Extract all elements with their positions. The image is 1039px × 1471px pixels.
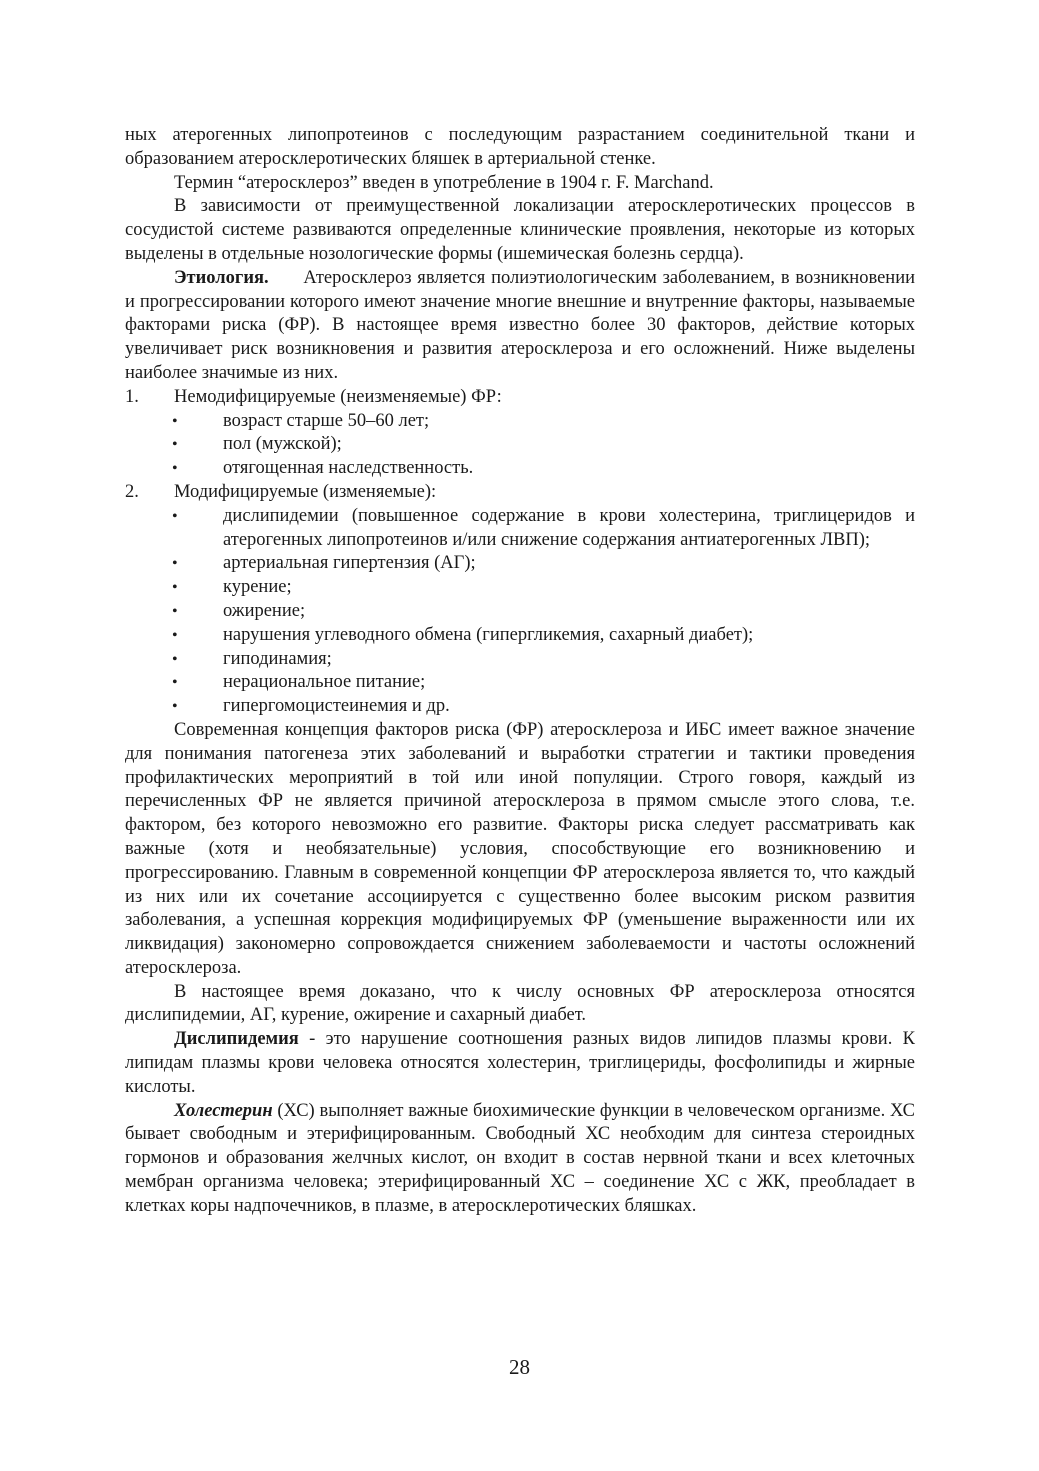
paragraph-risk-concept: Современная концепция факторов риска (ФР) атеросклероза и ИБС имеет важное значение для понимания патогенеза этих заболеваний и выработки стратегии и тактики проведения профилактических мероприятий в той или иной популяции. Строго говоря, каждый из перечисленных ФР не является причиной атеросклероза в прямом смысле этого слова, т.е. фактором, без которого невозможно его развитие. Факторы риска следует рассматривать как важные (хотя и необязательные) условия, способствующие его возникновению и прогрессированию. Главным в современной концепции ФР атеросклероза является то, что каждый из них или их сочетание ассоциируется с существенно более высоким риском развития заболевания, а успешная коррекция модифицируемых ФР (уменьшение выраженности или их ликвидация) закономерно сопровождается снижением заболеваемости и частоты осложнений атеросклероза.: [125, 719, 915, 978]
numbered-item-1: [125, 386, 915, 410]
numbered-item-number: 1.: [125, 386, 139, 407]
cholesterol-text: (ХС) выполняет важные биохимические функции в человеческом организме. ХС бывает свободным и этерифицированным. Свободный ХС необходим для синтеза стероидных гормонов и образования желчных кислот, он входит в состав нервной ткани и всех клеточных мембран организма человека; этерифицированный ХС – соединение ХС с ЖК, преобладает в клетках коры надпочечников, в плазме, в атеросклеротических бляшках.: [125, 1100, 915, 1216]
paragraph-etiology: [125, 267, 915, 386]
bullet-list-nonmodifiable: [125, 410, 915, 481]
page-body: [125, 124, 915, 1219]
paragraph-term-history: Термин “атеросклероз” введен в употребление в 1904 г. F. Marchand.: [174, 172, 714, 193]
list-item: • пол (мужской);: [125, 433, 915, 457]
list-item: • гипергомоцистеинемия и др.: [125, 695, 915, 719]
list-item: • артериальная гипертензия (АГ);: [125, 552, 915, 576]
numbered-item-number: 2.: [125, 481, 139, 502]
numbered-item-title: Модифицируемые (изменяемые):: [174, 481, 437, 502]
paragraph-continuation: ных атерогенных липопротеинов с последующим разрастанием соединительной ткани и образованием атеросклеротических бляшек в артериальной стенке.: [125, 125, 915, 169]
etiology-text: Атеросклероз является полиэтиологическим заболеванием, в возникновении и прогрессировании которого имеют значение многие внешние и внутренние факторы, называемые факторами риска (ФР). В настоящее время известно более 30 факторов, действие которых увеличивает риск возникновения и развития атеросклероза и его осложнений. Ниже выделены наиболее значимые из них.: [125, 267, 915, 383]
list-item: • гиподинамия;: [125, 648, 915, 672]
list-item: • отягощенная наследственность.: [125, 457, 915, 481]
paragraph-cholesterol: [125, 1100, 915, 1219]
numbered-item-2: [125, 481, 915, 505]
list-item: • нарушения углеводного обмена (гипергликемия, сахарный диабет);: [125, 624, 915, 648]
cholesterol-heading: Холестерин: [174, 1100, 273, 1121]
dyslipidemia-text: - это нарушение соотношения разных видов липидов плазмы крови. К липидам плазмы крови человека относятся холестерин, триглицериды, фосфолипиды и жирные кислоты.: [125, 1029, 915, 1097]
page-number: 28: [509, 1355, 530, 1379]
numbered-item-title: Немодифицируемые (неизменяемые) ФР:: [174, 386, 502, 407]
list-item: • возраст старше 50–60 лет;: [125, 410, 915, 434]
etiology-heading: Этиология.: [174, 267, 269, 288]
paragraph-main-factors: В настоящее время доказано, что к числу основных ФР атеросклероза относятся дислипидемии, АГ, курение, ожирение и сахарный диабет.: [125, 981, 915, 1026]
bullet-list-modifiable: [125, 505, 915, 719]
list-item: • курение;: [125, 576, 915, 600]
list-item: • ожирение;: [125, 600, 915, 624]
paragraph-dyslipidemia: [125, 1028, 915, 1099]
list-item: • нерациональное питание;: [125, 671, 915, 695]
paragraph-localization: В зависимости от преимущественной локализации атеросклеротических процессов в сосудистой системе развиваются определенные клинические проявления, некоторые из которых выделены в отдельные нозологические формы (ишемическая болезнь сердца).: [125, 196, 915, 264]
dyslipidemia-heading: Дислипидемия: [174, 1029, 299, 1050]
list-item: • дислипидемии (повышенное содержание в крови холестерина, триглицеридов и атерогенных липопротеинов и/или снижение содержания антиатерогенных ЛВП);: [125, 505, 915, 553]
